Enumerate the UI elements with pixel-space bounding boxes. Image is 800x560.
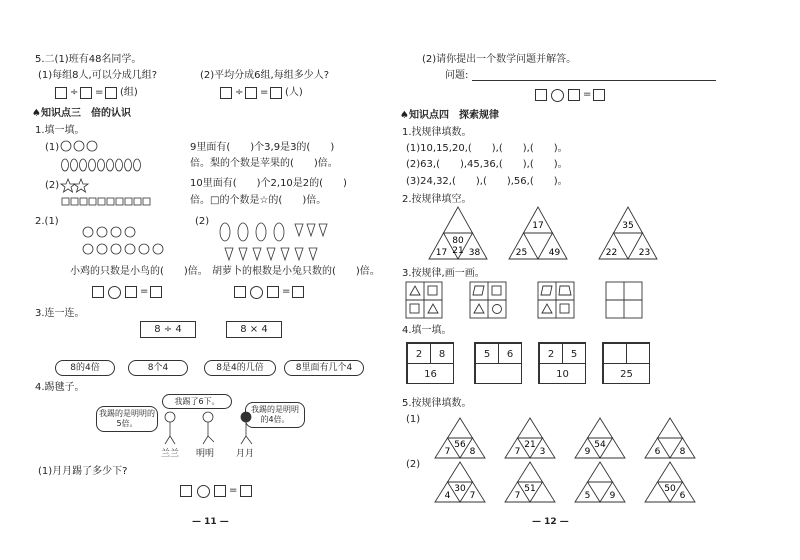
name-yueyue: 月月 — [236, 449, 255, 459]
speech-bubble-yueyue: 我踢的是明明的4倍。 — [245, 402, 305, 428]
triangle-top-value: 21 — [524, 440, 536, 450]
fill-grid-cell[interactable] — [475, 363, 522, 384]
q2-title: 2.按规律填空。 — [402, 194, 472, 205]
fill-grid-cell: 16 — [407, 363, 454, 384]
operator-circle[interactable] — [250, 286, 263, 299]
triangle-left-value: 7 — [514, 491, 521, 501]
connect-top-2[interactable]: 8 × 4 — [226, 321, 282, 338]
q1-2-label: (2) — [45, 180, 60, 191]
fill-grid-cell: 2 — [407, 343, 431, 364]
connect-bottom-3[interactable]: 8是4的几倍 — [204, 360, 276, 376]
connect-bottom-2[interactable]: 8个4 — [128, 360, 188, 376]
answer-box[interactable] — [220, 87, 232, 99]
triangle-left-value: 7 — [514, 447, 521, 457]
fill-grid — [474, 342, 522, 384]
section-3-title: ♠知识点三 倍的认识 — [32, 108, 131, 119]
apples-pears-icon — [60, 138, 150, 174]
sequence-2: (2)63,( ),45,36,( ),( )。 — [406, 159, 568, 170]
q5-part1: (1)每组8人,可以分成几组? — [38, 70, 158, 81]
triangle-bottom-center-value: 21 — [452, 246, 464, 256]
fill-grid-cell: 10 — [539, 363, 586, 384]
answer-box[interactable] — [535, 89, 547, 101]
triangle-top-value: 50 — [664, 484, 676, 494]
triangle-center-value: 80 — [452, 236, 464, 246]
small-triangle — [575, 462, 625, 502]
triangle-left-value: 25 — [515, 248, 528, 258]
page-number: — 12 — — [532, 517, 569, 527]
q3-title: 3.按规律,画一画。 — [402, 268, 485, 279]
chicks-birds-icon — [80, 224, 170, 258]
triangle-top-value: 51 — [524, 484, 536, 494]
answer-box[interactable] — [150, 286, 162, 298]
triangle-right-value: 49 — [548, 248, 561, 258]
speech-bubble-lanlan: 我踢的是明明的5倍。 — [96, 406, 158, 432]
q4-title: 4.填一填。 — [402, 325, 452, 336]
stars-squares-icon — [62, 178, 182, 208]
q1-1-label: (1) — [45, 142, 60, 153]
triangle-right-value: 8 — [469, 447, 476, 457]
op-eq: = — [229, 485, 238, 496]
small-triangle — [435, 462, 485, 502]
triangle-right-value: 7 — [469, 491, 476, 501]
shape-pattern-grids — [400, 280, 800, 320]
q2-2-title: (2)请你提出一个数学问题并解答。 — [422, 54, 577, 65]
fill-grid-cell: 25 — [603, 363, 650, 384]
triangle-top-value: 17 — [532, 221, 544, 231]
triangle-top-value: 30 — [454, 484, 466, 494]
q4-part1: (1)月月踢了多少下? — [38, 466, 128, 477]
connect-top-1[interactable]: 8 ÷ 4 — [140, 321, 196, 338]
fill-grid-cell[interactable] — [603, 343, 627, 364]
sequence-3: (3)24,32,( ),( ),56,( )。 — [406, 176, 568, 187]
question-answer-line[interactable] — [472, 80, 716, 81]
section-4-title: ♠知识点四 探索规律 — [400, 110, 499, 121]
q5-part2: (2)平均分成6组,每组多少人? — [200, 70, 330, 81]
big-triangles — [400, 205, 800, 265]
triangle-left-value: 22 — [605, 248, 618, 258]
small-triangle — [435, 418, 485, 458]
q2-1-text: 小鸡的只数是小鸟的( )倍。 — [70, 266, 208, 277]
name-mingming: 明明 — [196, 449, 215, 459]
triangle-top-value: 35 — [622, 221, 634, 231]
answer-box[interactable] — [568, 89, 580, 101]
answer-box[interactable] — [593, 89, 605, 101]
fill-grid — [602, 342, 650, 384]
answer-box[interactable] — [214, 485, 226, 497]
small-triangle — [645, 462, 695, 502]
row2-label: (2) — [406, 459, 421, 470]
q1-1-text1: 9里面有( )个3,9是3的( ) — [190, 142, 335, 153]
answer-box[interactable] — [234, 286, 246, 298]
answer-box[interactable] — [125, 286, 137, 298]
triangle-top-value: 56 — [454, 440, 466, 450]
rabbits-carrots-icon — [215, 218, 345, 262]
triangle-right-value: 38 — [468, 248, 481, 258]
fill-grid-cell[interactable] — [626, 343, 650, 364]
op-div: ÷ — [235, 87, 244, 98]
answer-box[interactable] — [270, 87, 282, 99]
unit-person: (人) — [285, 87, 303, 98]
q4-title: 4.踢毽子。 — [35, 382, 85, 393]
small-triangles — [400, 414, 800, 506]
fill-grid — [538, 342, 586, 384]
right-page — [400, 0, 800, 560]
q1-2-text1: 10里面有( )个2,10是2的( ) — [190, 178, 347, 189]
triangle-right-value: 6 — [679, 491, 686, 501]
triangle-left-value: 9 — [584, 447, 591, 457]
connect-bottom-4[interactable]: 8里面有几个4 — [284, 360, 364, 376]
op-div: ÷ — [70, 87, 79, 98]
question-label: 问题: — [445, 70, 469, 81]
connect-bottom-1[interactable]: 8的4倍 — [55, 360, 115, 376]
triangle-left-value: 4 — [444, 491, 451, 501]
kids-kicking-icon — [160, 410, 270, 446]
q1-2-text2: 倍。□的个数是☆的( )倍。 — [190, 195, 327, 206]
fill-grid-cell: 2 — [539, 343, 563, 364]
answer-box[interactable] — [80, 87, 92, 99]
q2-2-label: (2) — [195, 216, 210, 227]
small-triangle — [505, 418, 555, 458]
op-eq: = — [260, 87, 269, 98]
row1-label: (1) — [406, 414, 421, 425]
q2-2-text: 胡萝卜的根数是小兔只数的( )倍。 — [212, 266, 380, 277]
fill-grid-cell: 5 — [475, 343, 499, 364]
answer-box[interactable] — [245, 87, 257, 99]
page-number: — 11 — — [192, 517, 229, 527]
op-eq: = — [140, 286, 149, 297]
q1-1-text2: 倍。梨的个数是苹果的( )倍。 — [190, 158, 338, 169]
operator-circle[interactable] — [108, 286, 121, 299]
speech-bubble-mingming: 我踢了6下。 — [162, 394, 232, 409]
op-eq: = — [583, 89, 592, 100]
answer-box[interactable] — [267, 286, 279, 298]
q1-title: 1.找规律填数。 — [402, 127, 472, 138]
small-triangle — [575, 418, 625, 458]
triangle-right-value: 3 — [539, 447, 546, 457]
triangle-left-value: 6 — [654, 447, 661, 457]
small-triangle — [505, 462, 555, 502]
op-eq: = — [95, 87, 104, 98]
q5-title: 5.二(1)班有48名同学。 — [35, 54, 142, 65]
triangle-left-value: 7 — [444, 447, 451, 457]
unit-group: (组) — [120, 87, 138, 98]
fill-grid-cell: 6 — [498, 343, 522, 364]
operator-circle[interactable] — [197, 485, 210, 498]
triangle-right-value: 23 — [638, 248, 651, 258]
answer-box[interactable] — [105, 87, 117, 99]
q1-title: 1.填一填。 — [35, 125, 85, 136]
op-eq: = — [282, 286, 291, 297]
small-triangle — [645, 418, 695, 458]
operator-circle[interactable] — [551, 89, 564, 102]
q5-title: 5.按规律填数。 — [402, 398, 472, 409]
answer-box[interactable] — [55, 87, 67, 99]
answer-box[interactable] — [292, 286, 304, 298]
q3-title: 3.连一连。 — [35, 308, 85, 319]
answer-box[interactable] — [180, 485, 192, 497]
triangle-left-value: 5 — [584, 491, 591, 501]
name-lanlan: 兰兰 — [161, 449, 180, 459]
triangle-top-value: 54 — [594, 440, 606, 450]
triangle-right-value: 9 — [609, 491, 616, 501]
sequence-1: (1)10,15,20,( ),( ),( )。 — [406, 143, 568, 154]
q2-1-label: 2.(1) — [35, 216, 59, 227]
triangle-right-value: 8 — [679, 447, 686, 457]
fill-grid-cell: 8 — [430, 343, 454, 364]
answer-box[interactable] — [92, 286, 104, 298]
fill-grid-cell: 5 — [562, 343, 586, 364]
triangle-left-value: 17 — [435, 248, 448, 258]
fill-grid — [406, 342, 454, 384]
answer-box[interactable] — [240, 485, 252, 497]
